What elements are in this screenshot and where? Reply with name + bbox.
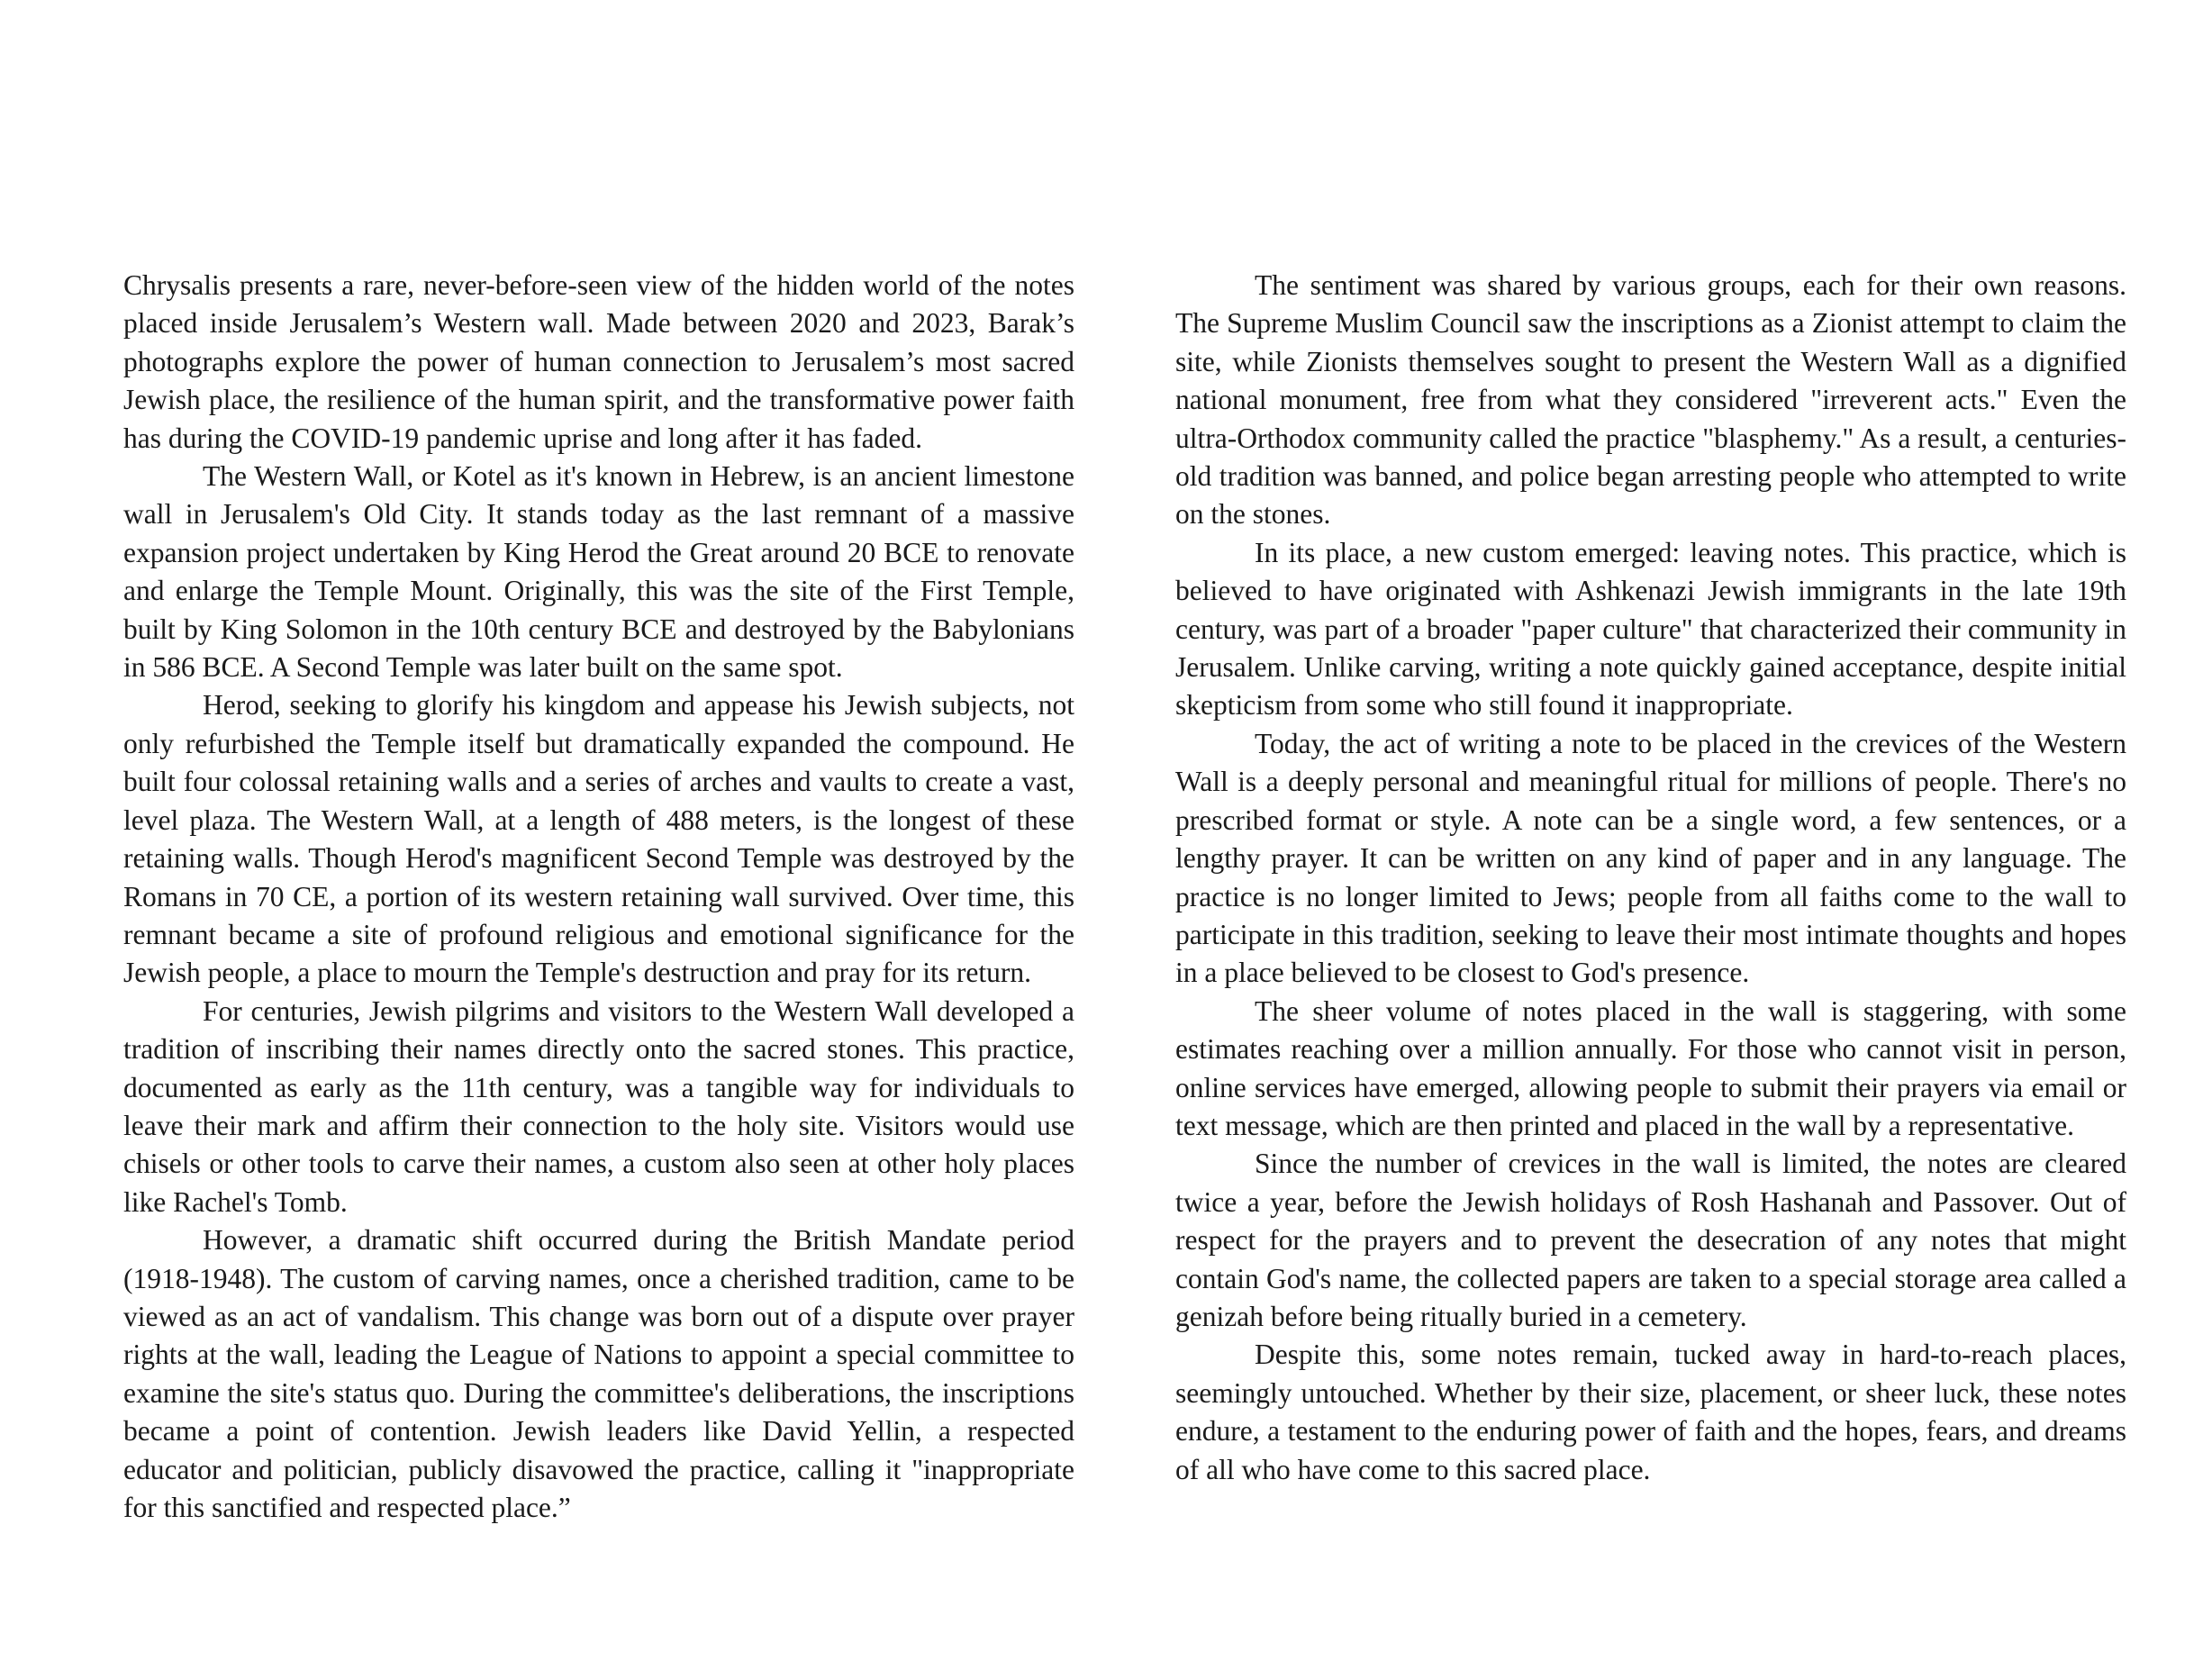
paragraph: The sentiment was shared by various groups, each for their own reasons. The Supreme Muslim Council saw the inscriptions as a Zionist attempt to claim the site, while Zionists themselves sought to present the Western Wall as a dignified national monument, free from what they considered "irreverent acts." Even the ultra-Orthodox community called the practice "blasphemy." As a result, a centuries-old tradition was banned, and police began arresting people who attempted to write on the stones. [1175,269,2126,531]
left-page-text-column [123,267,1074,1527]
paragraph: Today, the act of writing a note to be placed in the crevices of the Western Wall is a deeply personal and meaningful ritual for millions of people. There's no prescribed format or style. A note can be a single word, a few sentences, or a lengthy prayer. It can be written on any kind of paper and in any language. The practice is no longer limited to Jews; people from all faiths come to the wall to participate in this tradition, seeking to leave their most intimate thoughts and hopes in a place believed to be closest to God's presence. [1175,727,2126,989]
paragraph: Since the number of crevices in the wall is limited, the notes are cleared twice a year, before the Jewish holidays of Rosh Hashanah and Passover. Out of respect for the prayers and to prevent the desecration of any notes that might contain God's name, the collected papers are taken to a special storage area called a genizah before being ritually buried in a cemetery. [1175,1148,2126,1332]
paragraph: The sheer volume of notes placed in the wall is staggering, with some estimates reaching over a million annually. For those who cannot visit in person, online services have emerged, allowing people to submit their prayers via email or text message, which are then printed and placed in the wall by a representative. [1175,994,2126,1141]
paragraph: Herod, seeking to glorify his kingdom and appease his Jewish subjects, not only refurbished the Temple itself but dramatically expanded the compound. He built four colossal retaining walls and a series of arches and vaults to create a vast, level plaza. The Western Wall, at a length of 488 meters, is the longest of these retaining walls. Though Herod's magnificent Second Temple was destroyed by the Romans in 70 CE, a portion of its western retaining wall survived. Over time, this remnant became a site of profound religious and emotional significance for the Jewish people, a place to mourn the Temple's destruction and pray for its return. [123,689,1074,989]
paragraph: In its place, a new custom emerged: leaving notes. This practice, which is believed to have originated with Ashkenazi Jewish immigrants in the late 19th century, was part of a broader "paper culture" that characterized their community in Jerusalem. Unlike carving, writing a note quickly gained acceptance, despite initial skepticism from some who still found it inappropriate. [1175,536,2126,722]
paragraph: The Western Wall, or Kotel as it's known in Hebrew, is an ancient limestone wall in Jerusalem's Old City. It stands today as the last remnant of a massive expansion project undertaken by King Herod the Great around 20 BCE to renovate and enlarge the Temple Mount. Originally, this was the site of the First Temple, built by King Solomon in the 10th century BCE and destroyed by the Babylonians in 586 BCE. A Second Temple was later built on the same spot. [123,460,1074,684]
paragraph: Despite this, some notes remain, tucked away in hard-to-reach places, seemingly untouched. Whether by their size, placement, or sheer luck, these notes endure, a testament to the enduring power of faith and the hopes, fears, and dreams of all who have come to this sacred place. [1175,1339,2126,1485]
right-page-text-column [1175,267,2126,1489]
paragraph: For centuries, Jewish pilgrims and visitors to the Western Wall developed a tradition of inscribing their names directly onto the sacred stones. This practice, documented as early as the 11th century, was a tangible way for individuals to leave their mark and affirm their connection to the holy site. Visitors would use chisels or other tools to carve their names, a custom also seen at other holy places like Rachel's Tomb. [123,994,1074,1218]
paragraph: However, a dramatic shift occurred during the British Mandate period (1918-1948). The custom of carving names, once a cherished tradition, came to be viewed as an act of vandalism. This change was born out of a dispute over prayer rights at the wall, leading the League of Nations to appoint a special committee to examine the site's status quo. During the committee's deliberations, the inscriptions became a point of contention. Jewish leaders like David Yellin, a respected educator and politician, publicly disavowed the practice, calling it "inappropriate for this sanctified and respected place.” [123,1224,1074,1523]
paragraph: Chrysalis presents a rare, never-before-seen view of the hidden world of the notes placed inside Jerusalem’s Western wall. Made between 2020 and 2023, Barak’s photographs explore the power of human connection to Jerusalem’s most sacred Jewish place, the resilience of the human spirit, and the transformative power faith has during the COVID-19 pandemic uprise and long after it has faded. [123,269,1074,454]
